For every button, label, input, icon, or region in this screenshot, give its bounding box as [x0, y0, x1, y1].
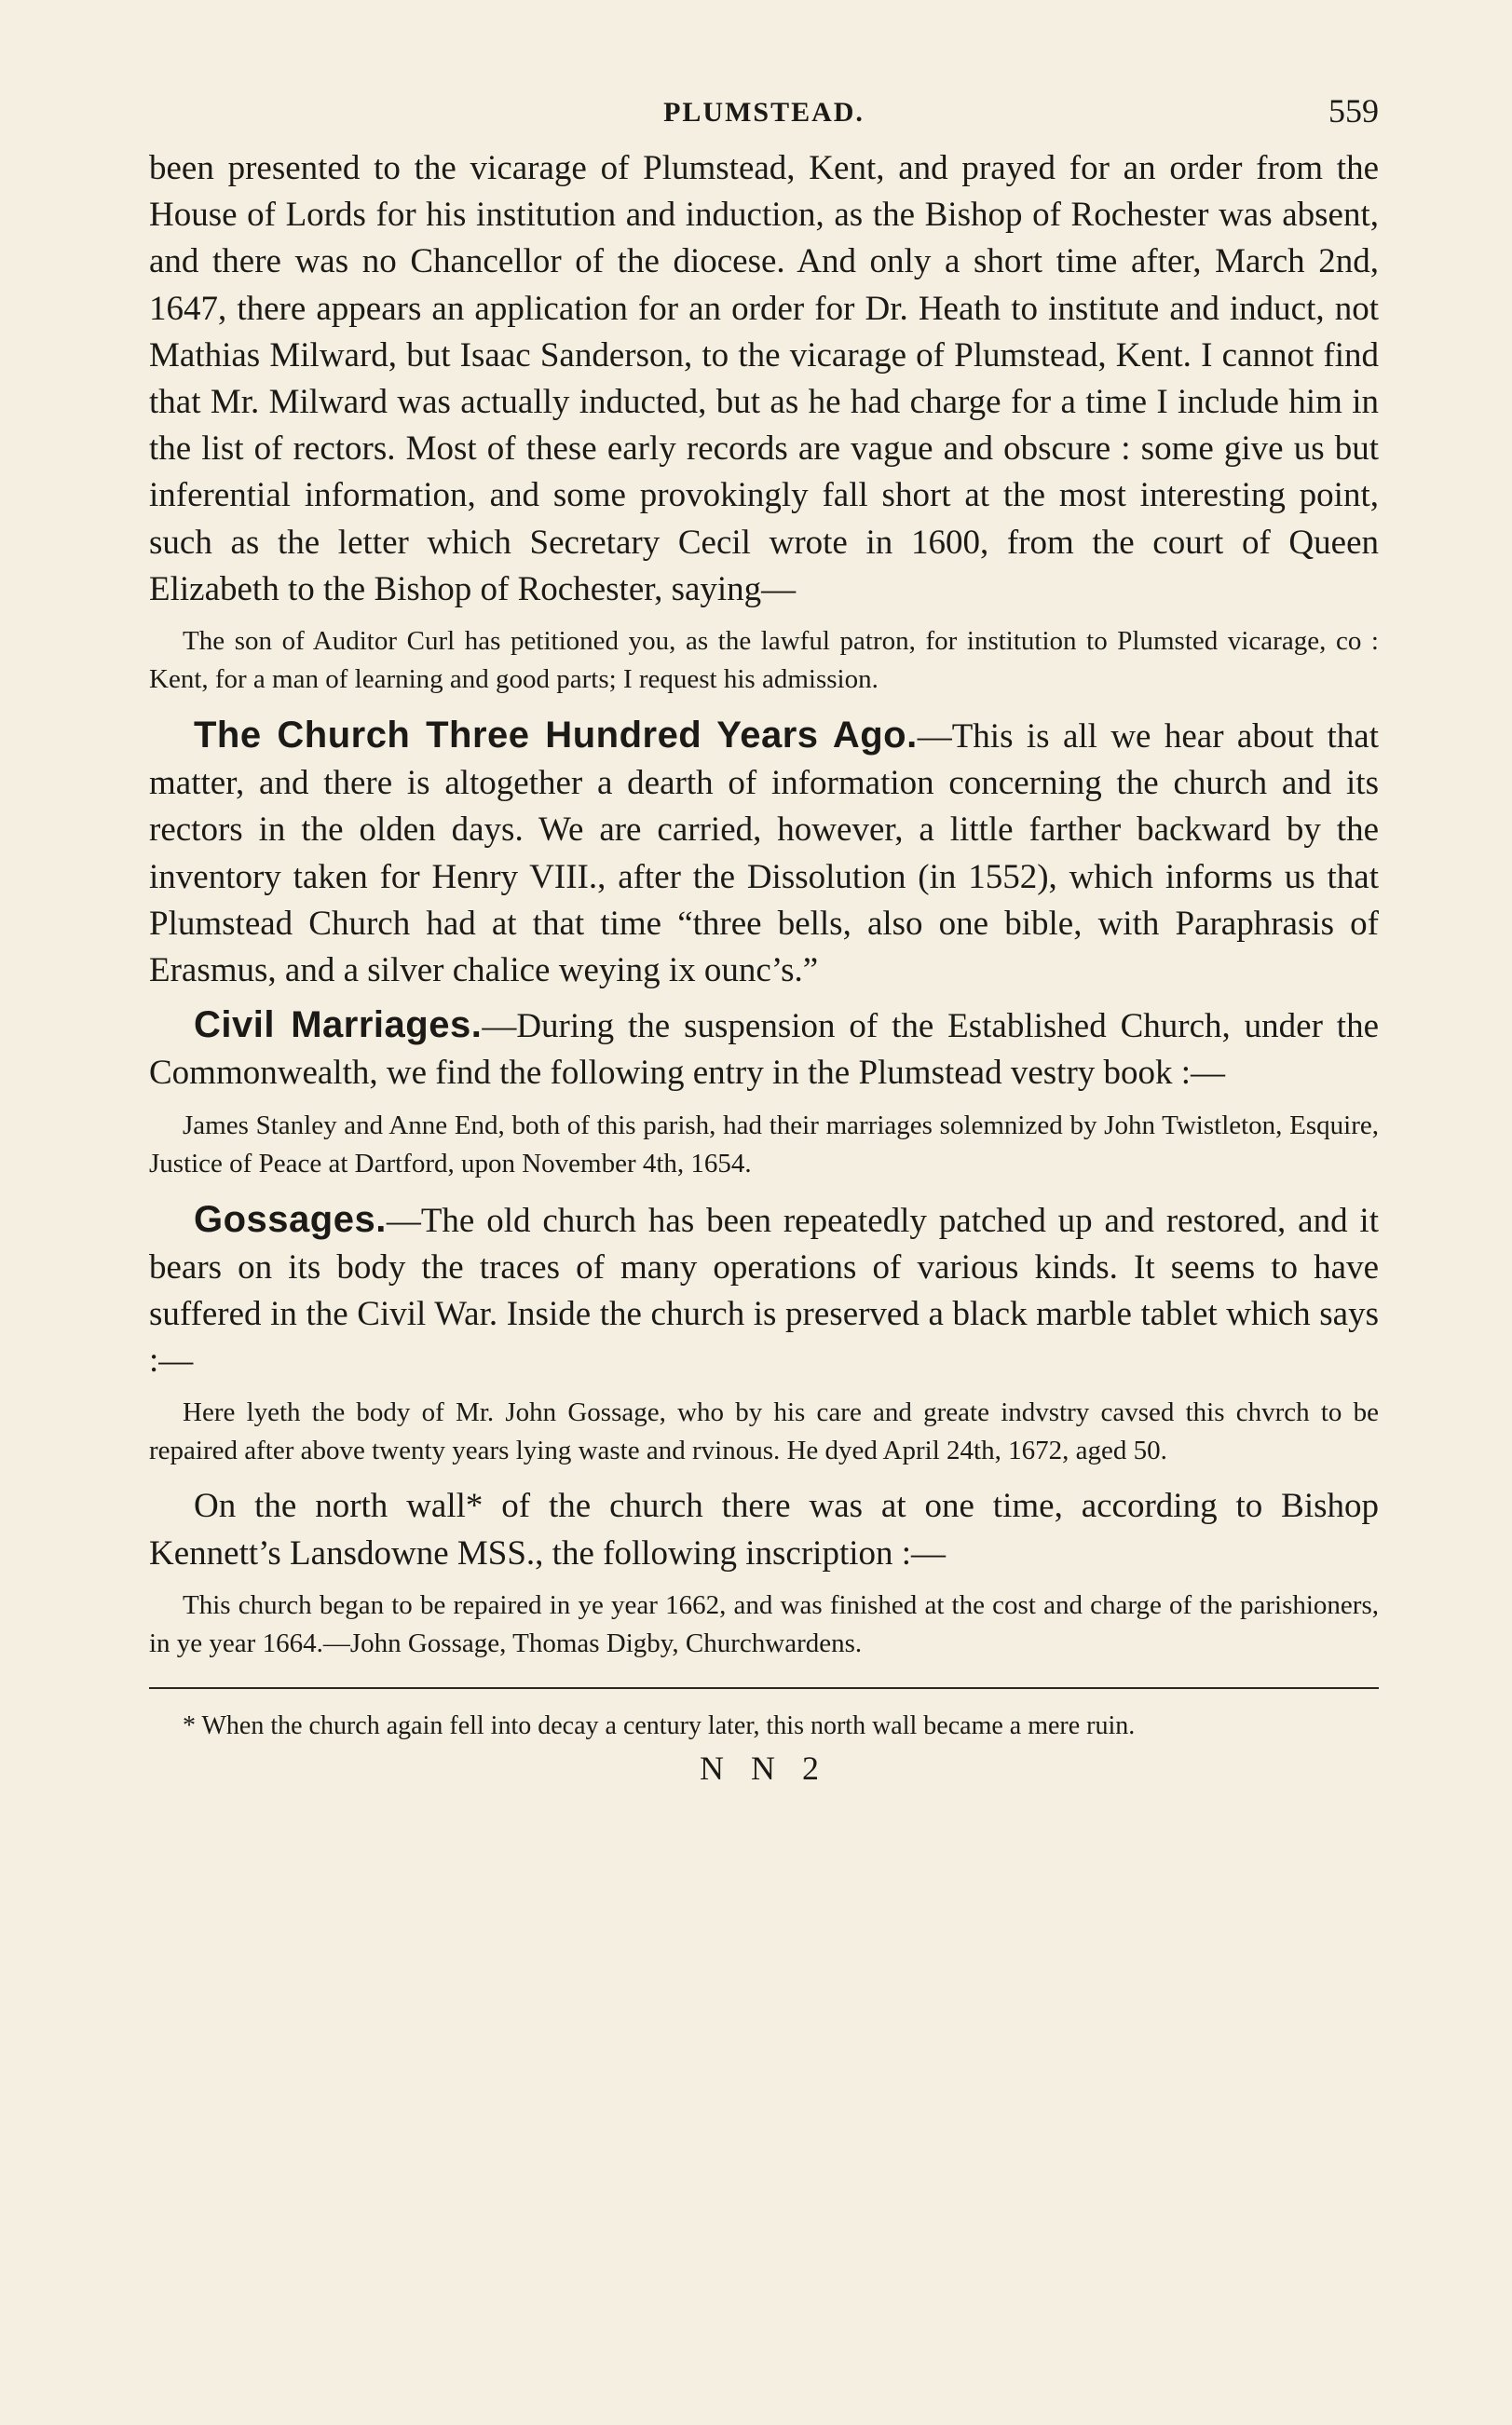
footnote-divider [149, 1687, 1379, 1689]
paragraph-church-three-hundred-years [149, 712, 1379, 994]
paragraph-civil-marriages [149, 1001, 1379, 1097]
signature-mark: N N 2 [700, 1749, 828, 1787]
footnote: * When the church again fell into decay a century later, this north wall became a mere ruin. [183, 1710, 1136, 1740]
page-number: 559 [1328, 92, 1379, 129]
document-page [149, 89, 1379, 1788]
section-heading-civil-marriages: Civil Marriages. [194, 1004, 483, 1046]
paragraph-gossages [149, 1196, 1379, 1385]
quote-marble-tablet: Here lyeth the body of Mr. John Gossage, who by his care and greate indvstry cavsed this chvrch to be repaired after above twenty years lying waste and rvinous. He dyed April 24th, 1672, aged 50. [149, 1397, 1379, 1466]
section-heading-church-three-hundred-years: The Church Three Hundred Years Ago. [194, 715, 918, 756]
paragraph-text: —The old church has been repeatedly patched up and restored, and it bears on its body the traces of many operations of various kinds. It seems to have suffered in the Civil War. Inside the church is preserved a black marble tablet which says :— [149, 1201, 1379, 1381]
quote-cecil-letter: The son of Auditor Curl has petitioned you, as the lawful patron, for institution to Plumsted vicarage, co : Kent, for a man of learning and good parts; I request his admission. [149, 626, 1379, 695]
paragraph-text: —This is all we hear about that matter, and there is altogether a dearth of information concerning the church and its rectors in the olden days. We are carried, however, a little farther backward by the inventory taken for Henry VIII., after the Dissolution (in 1552), which informs us that Plumstead Church had at that time “three bells, also one bible, with Paraphrasis of Erasmus, and a silver chalice weying ix ounc’s.” [149, 717, 1379, 990]
quote-vestry-entry: James Stanley and Anne End, both of this parish, had their marriages solemnized by John Twistleton, Esquire, Justice of Peace at Dartford, upon November 4th, 1654. [149, 1110, 1379, 1178]
paragraph-continuation: been presented to the vicarage of Plumstead, Kent, and prayed for an order from the House of Lords for his institution and induction, as the Bishop of Rochester was absent, and there was no Chancellor of the diocese. And only a short time after, March 2nd, 1647, there appears an application for an order for Dr. Heath to institute and induct, not Mathias Milward, but Isaac Sanderson, to the vicarage of Plumstead, Kent. I cannot find that Mr. Milward was actually inducted, but as he had charge for a time I include him in the list of rectors. Most of these early records are vague and obscure : some give us but inferential information, and some provokingly fall short at the most interesting point, such as the letter which Secretary Cecil wrote in 1600, from the court of Queen Elizabeth to the Bishop of Rochester, saying— [149, 149, 1379, 608]
paragraph-text: —During the suspension of the Established Church, under the Commonwealth, we find the following entry in the Plumstead vestry book :— [149, 1007, 1379, 1093]
paragraph-north-wall: On the north wall* of the church there was at one time, according to Bishop Kennett’s Lansdowne MSS., the following inscription :— [149, 1487, 1379, 1573]
running-head: PLUMSTEAD. [663, 97, 865, 128]
quote-north-wall-inscription: This church began to be repaired in ye year 1662, and was finished at the cost and charge of the parishioners, in ye year 1664.—John Gossage, Thomas Digby, Churchwardens. [149, 1589, 1379, 1658]
page-header [149, 89, 1379, 145]
section-heading-gossages: Gossages. [194, 1198, 387, 1240]
